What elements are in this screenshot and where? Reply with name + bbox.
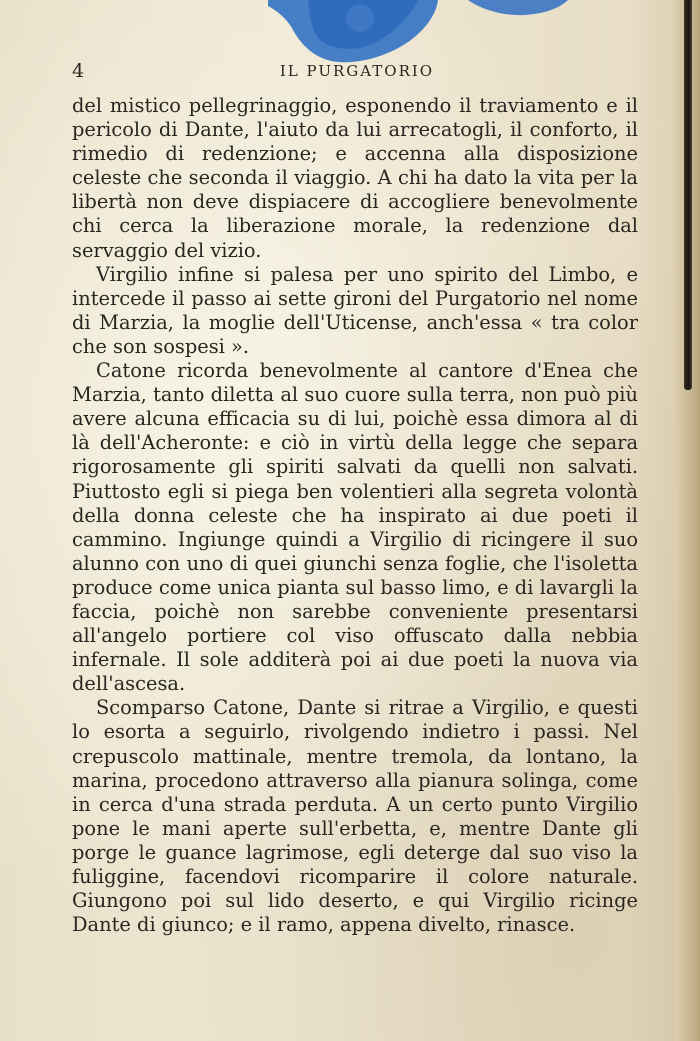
paragraph: del mistico pellegrinaggio, esponendo il traviamento e il pericolo di Dante, l'aiuto da lui arrecatogli, il conforto, il rimedio di redenzione; e accenna alla disposizione celeste che seconda il viaggio. A chi ha dato la vita per la libertà non deve dispiacere di accogliere benevolmente chi cerca la liberazione morale, la redenzione dal servaggio del vizio. (72, 94, 638, 262)
paragraph: Catone ricorda benevolmente al cantore d'Enea che Marzia, tanto diletta al suo cuore sulla terra, non può più avere alcuna efficacia su di lui, poichè essa dimora al di là dell'Acheronte: e ciò in virtù della legge che separa rigorosamente gli spiriti salvati da quelli non salvati. Piuttosto egli si piega ben volentieri alla segreta volontà della donna celeste che ha inspirato ai due poeti il cammino. Ingiunge quindi a Virgilio di ricingere il suo alunno con uno di quei giunchi senza foglie, che l'isoletta produce come unica pianta sul basso limo, e di lavargli la faccia, poichè non sarebbe conveniente presentarsi all'angelo portiere col viso offuscato dalla nebbia infernale. Il sole additerà poi ai due poeti la nuova via dell'ascesa. (72, 359, 638, 696)
binding-strip (684, 0, 692, 390)
paragraph: Scomparso Catone, Dante si ritrae a Virgilio, e questi lo esorta a seguirlo, rivolgendo indietro i passi. Nel crepuscolo mattinale, mentre tremola, da lontano, la marina, procedono attraverso alla pianura solinga, come in cerca d'una strada perduta. A un certo punto Virgilio pone le mani aperte sull'erbetta, e, mentre Dante gli porge le guance lagrimose, egli deterge dal suo viso la fuliggine, facendovi ricomparire il colore naturale. Giungono poi sul lido deserto, e qui Virgilio ricinge Dante di giunco; e il ramo, appena divelto, rinasce. (72, 696, 638, 937)
paragraph: Virgilio infine si palesa per uno spirito del Limbo, e intercede il passo ai sette gironi del Purgatorio nel nome di Marzia, la moglie dell'Uticense, anch'essa « tra color che son sospesi ». (72, 262, 638, 358)
page-number: 4 (72, 60, 85, 82)
body-text (72, 94, 638, 937)
page-header (72, 58, 642, 88)
running-head: IL PURGATORIO (279, 62, 435, 80)
